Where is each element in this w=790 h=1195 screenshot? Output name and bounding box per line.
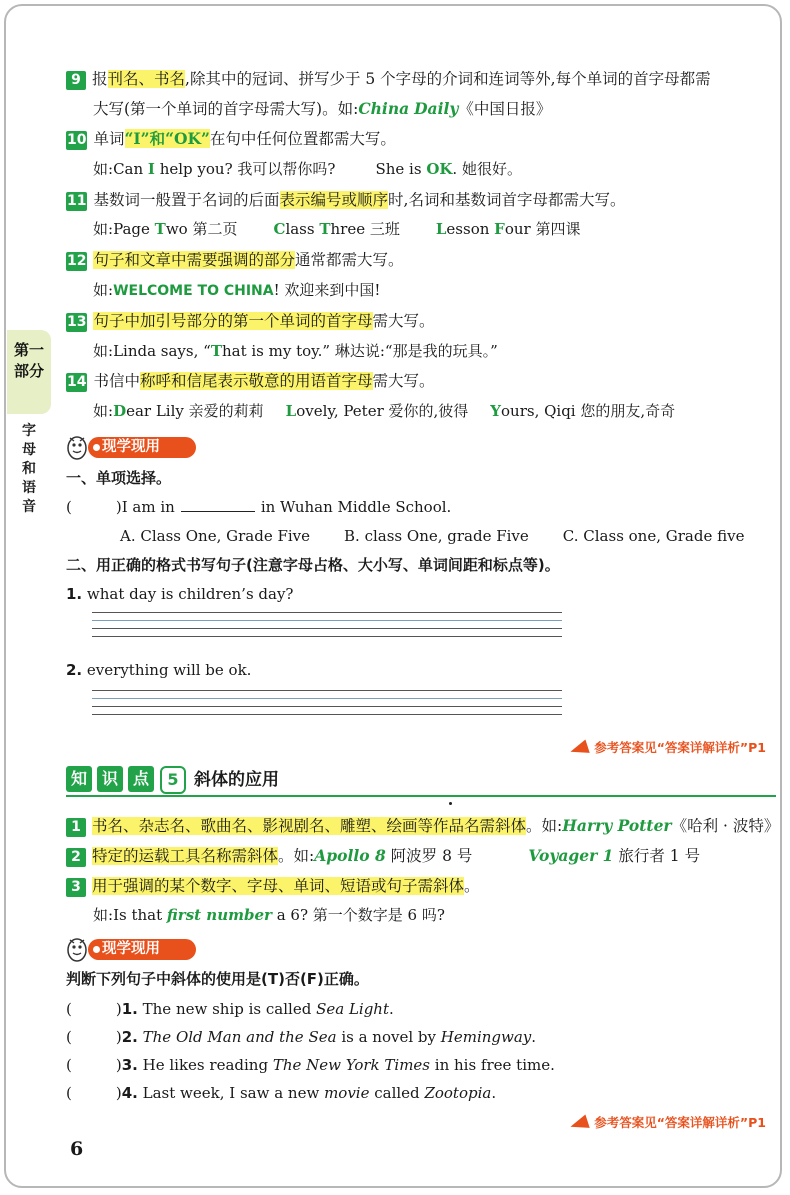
- rule-14: 14 书信中称呼和信尾表示敬意的用语首字母需大写。: [67, 372, 435, 390]
- rule-12: 12 句子和文章中需要强调的部分通常都需大写。: [67, 251, 404, 269]
- exercise-2-heading: 二、用正确的格式书写句子(注意字母占格、大小写、单词间距和标点等)。: [66, 556, 560, 574]
- tf-item-3: ( )3. He likes reading The New York Times in his free time.: [66, 1056, 555, 1074]
- part-tab-line1: 第一: [13, 341, 44, 359]
- answer-reference-1: 参考答案见“答案详解详析”P1: [570, 738, 766, 756]
- rule-12-example: 如:WELCOME TO CHINA! 欢迎来到中国!: [93, 281, 381, 299]
- paper-plane-icon: [568, 1114, 589, 1133]
- italic-rule-3: 3 用于强调的某个数字、字母、单词、短语或句子需斜体。: [66, 875, 480, 897]
- option-a[interactable]: A. Class One, Grade Five: [120, 527, 311, 545]
- rule-10-example: 如:Can I help you? 我可以帮你吗? She is OK. 她很好。: [93, 160, 522, 178]
- rule-9-line2: 大写(第一个单词的首字母需大写)。如:China Daily《中国日报》: [93, 99, 552, 118]
- fill-blank[interactable]: [181, 497, 255, 512]
- writing-lines-1[interactable]: [92, 612, 562, 644]
- italic-rule-2: 2 特定的运载工具名称需斜体。如:Apollo 8 阿波罗 8 号 Voyager 1 旅行者 1 号: [66, 845, 700, 867]
- part-tab-line2: 部分: [13, 362, 44, 380]
- rule-13-example: 如:Linda says, “That is my toy.” 琳达说:“那是我的玩具。”: [93, 342, 498, 360]
- tf-item-1: ( )1. The new ship is called Sea Light.: [66, 1000, 394, 1018]
- knowledge-point-number: 5: [160, 766, 186, 794]
- mascot-icon: [66, 936, 88, 962]
- option-c[interactable]: C. Class one, Grade five: [562, 527, 745, 545]
- paper-plane-icon: [568, 739, 589, 758]
- tf-item-4: ( )4. Last week, I saw a new movie called Zootopia.: [66, 1084, 497, 1102]
- practice-tag: 现学现用: [88, 939, 196, 960]
- rule-9: 9 报刊名、书名,除其中的冠词、拼写少于 5 个字母的介词和连词等外,每个单词的首字母都需: [66, 68, 711, 90]
- option-b[interactable]: B. class One, grade Five: [344, 527, 529, 545]
- italic-rule-3-example: 如:Is that first number a 6? 第一个数字是 6 吗?: [93, 906, 445, 924]
- rule-11: 11 基数词一般置于名词的后面表示编号或顺序时,名词和基数词首字母都需大写。: [67, 191, 626, 209]
- exercise-2-q2: 2. everything will be ok.: [66, 661, 252, 679]
- practice-tag: 现学现用: [88, 437, 196, 458]
- page-number: 6: [70, 1138, 84, 1160]
- exercise-1-question: ( )I am in in Wuhan Middle School.: [66, 498, 452, 516]
- stray-dot: [449, 802, 452, 805]
- rule-10: 10 单词“I”和“OK”在句中任何位置都需大写。: [67, 129, 396, 148]
- rule-13: 13 句子中加引号部分的第一个单词的首字母需大写。: [67, 312, 435, 330]
- section-divider: [66, 795, 776, 797]
- mascot-icon: [66, 434, 88, 460]
- answer-reference-2: 参考答案见“答案详解详析”P1: [570, 1113, 766, 1131]
- exercise-1-heading: 一、单项选择。: [66, 469, 172, 487]
- part-tab: [7, 330, 51, 414]
- exercise-3-heading: 判断下列句子中斜体的使用是(T)否(F)正确。: [66, 970, 369, 988]
- exercise-2-q1: 1. what day is children’s day?: [66, 585, 294, 603]
- tf-item-2: ( )2. The Old Man and the Sea is a novel by Hemingway.: [66, 1028, 537, 1046]
- exercise-1-options: [120, 525, 744, 547]
- writing-lines-2[interactable]: [92, 690, 562, 722]
- rule-14-example: 如:Dear Lily 亲爱的莉莉 Lovely, Peter 爱你的,彼得 Yours, Qiqi 您的朋友,奇奇: [93, 402, 676, 420]
- knowledge-point-header: 知 识 点 5 斜体的应用: [66, 766, 776, 796]
- rule-11-example: 如:Page Two 第二页 Class Three 三班 Lesson Four 第四课: [93, 220, 581, 238]
- italic-rule-1: 1 书名、杂志名、歌曲名、影视剧名、雕塑、绘画等作品名需斜体。如:Harry Potter《哈利 · 波特》: [66, 815, 779, 837]
- chapter-vertical-label: 字母和语音: [22, 423, 36, 515]
- knowledge-point-title: 斜体的应用: [194, 770, 279, 790]
